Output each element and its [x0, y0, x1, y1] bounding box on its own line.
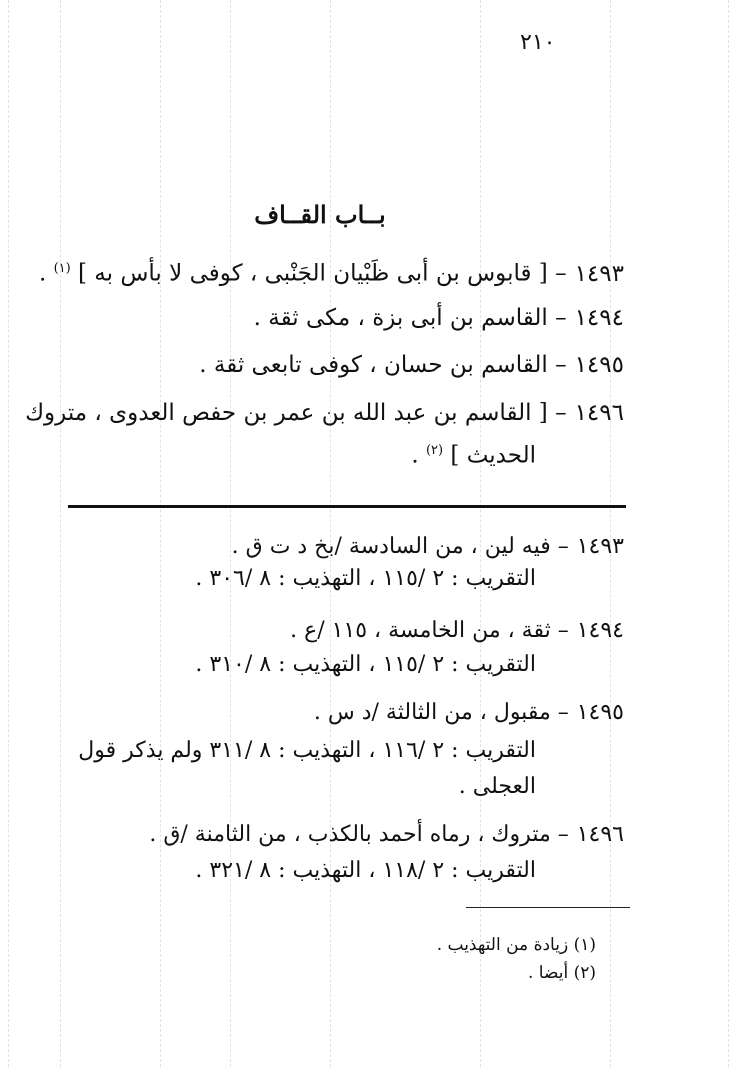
- margin-guide: [728, 0, 729, 1067]
- footnote-text: زيادة من التهذيب .: [436, 935, 569, 955]
- footnote-rule: [466, 907, 630, 908]
- footnote-1: [437, 935, 596, 955]
- footnote-2: [528, 963, 596, 983]
- note-1493: [232, 532, 624, 562]
- entry-text: – القاسم بن أبى بزة ، مكى ثقة .: [253, 305, 567, 331]
- margin-guide: [160, 0, 161, 1067]
- entry-number: ١٤٩٤: [574, 305, 624, 331]
- note-number: ١٤٩٤: [576, 618, 624, 643]
- section-title: بــاب القــاف: [254, 200, 386, 229]
- note-1493-refs: التقريب : ٢ /١١٥ ، التهذيب : ٨ /٣٠٦ .: [195, 566, 536, 591]
- note-1494: [290, 616, 624, 646]
- note-1494-refs: التقريب : ٢ /١١٥ ، التهذيب : ٨ /٣١٠ .: [195, 652, 536, 677]
- footnote-ref: (٢): [425, 443, 444, 458]
- note-1495-refs: التقريب : ٢ /١١٦ ، التهذيب : ٨ /٣١١ ولم يذكر قول: [78, 738, 536, 763]
- entry-1493: [39, 254, 624, 289]
- entry-1495: [199, 350, 624, 380]
- entry-text: – القاسم بن حسان ، كوفى تابعى ثقة .: [199, 352, 567, 378]
- footnote-text: أيضا .: [527, 963, 569, 983]
- footnote-marker: (١): [573, 935, 596, 955]
- note-text: – مقبول ، من الثالثة /د س .: [313, 700, 569, 725]
- note-text: – ثقة ، من الخامسة ، ١١٥ /ع .: [290, 618, 569, 643]
- entry-text: – [ قابوس بن أبى ظَبْيان الجَنْبى ، كوفى لا بأس به ]: [78, 260, 567, 287]
- note-text: – متروك ، رماه أحمد بالكذب ، من الثامنة /ق .: [149, 822, 569, 847]
- entry-1496-continuation: [411, 436, 536, 471]
- entry-end: .: [411, 442, 419, 469]
- margin-guide: [8, 0, 9, 1067]
- note-1496: [149, 820, 624, 850]
- entry-text: – [ القاسم بن عبد الله بن عمر بن حفص العدوى ، متروك: [25, 400, 567, 426]
- margin-guide: [60, 0, 61, 1067]
- note-1495: [314, 698, 624, 728]
- section-divider: [68, 505, 626, 508]
- note-number: ١٤٩٥: [576, 700, 624, 725]
- entry-text: الحديث ]: [450, 442, 536, 469]
- page-number: ٢١٠: [520, 30, 556, 55]
- note-number: ١٤٩٦: [576, 822, 624, 847]
- footnote-marker: (٢): [573, 963, 596, 983]
- entry-number: ١٤٩٥: [574, 352, 624, 378]
- note-text: – فيه لين ، من السادسة /بخ د ت ق .: [231, 534, 569, 559]
- entry-end: .: [38, 260, 47, 287]
- note-1495-refs-continuation: العجلى .: [458, 774, 536, 799]
- entry-number: ١٤٩٣: [574, 260, 624, 287]
- entry-1494: [254, 303, 624, 333]
- footnote-ref: (١): [53, 261, 71, 276]
- note-1496-refs: التقريب : ٢ /١١٨ ، التهذيب : ٨ /٣٢١ .: [195, 858, 536, 883]
- note-number: ١٤٩٣: [576, 534, 624, 559]
- entry-number: ١٤٩٦: [574, 400, 624, 426]
- entry-1496: [25, 398, 624, 428]
